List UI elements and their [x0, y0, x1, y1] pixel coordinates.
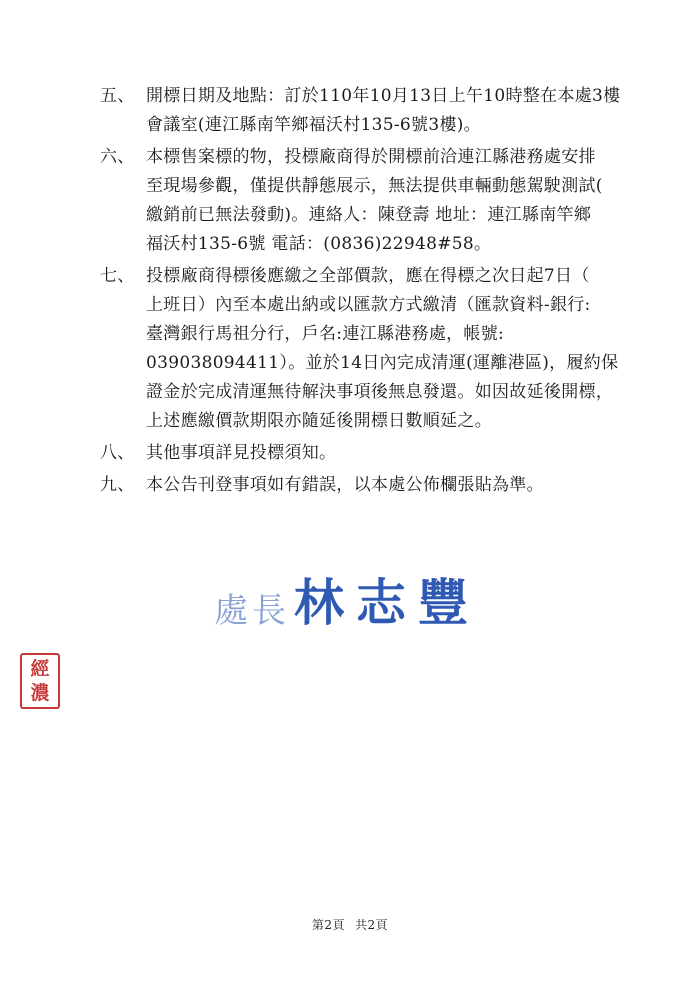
item-text-line: 上班日）內至本處出納或以匯款方式繳清（匯款資料-銀行:: [146, 295, 591, 315]
notice-item: [100, 82, 640, 140]
item-text-line: 其他事項詳見投標須知。: [146, 443, 337, 463]
director-signature-stamp: [214, 568, 480, 632]
signature-title: 處長: [214, 591, 290, 631]
item-number: 六、: [100, 147, 135, 167]
item-text-line: 投標廠商得標後應繳之全部價款，應在得標之次日起7日（: [146, 266, 590, 286]
signature-name: 林志豐: [294, 573, 480, 632]
notice-items: [100, 82, 640, 500]
notice-item: [100, 471, 640, 500]
item-text-line: 繳銷前已無法發動)。連絡人：陳登壽 地址：連江縣南竿鄉: [146, 205, 592, 225]
item-number: 九、: [100, 475, 135, 495]
notice-item: [100, 262, 640, 436]
page-footer: [0, 916, 700, 933]
seal-char-2: 濃: [30, 682, 50, 704]
item-text-line: 039038094411）。並於14日內完成清運(運離港區)，履約保: [146, 353, 619, 373]
seal-char-1: 經: [30, 658, 50, 680]
item-text: [146, 143, 640, 259]
notice-item: [100, 439, 640, 468]
item-text: [146, 262, 640, 436]
item-number: 七、: [100, 266, 135, 286]
item-text: [146, 439, 640, 468]
page-total: 共2頁: [355, 918, 389, 932]
page-number: 第2頁: [311, 918, 345, 932]
red-seal-stamp: [20, 653, 60, 709]
item-text-line: 至現場參觀，僅提供靜態展示，無法提供車輛動態駕駛測試(: [146, 176, 603, 196]
item-text-line: 上述應繳價款期限亦隨延後開標日數順延之。: [146, 411, 492, 431]
item-number: 八、: [100, 443, 135, 463]
item-text: [146, 471, 640, 500]
item-text: [146, 82, 640, 140]
item-text-line: 會議室(連江縣南竿鄉福沃村135-6號3樓)。: [146, 115, 481, 135]
item-text-line: 開標日期及地點：訂於110年10月13日上午10時整在本處3樓: [146, 86, 621, 106]
item-text-line: 本公告刊登事項如有錯誤，以本處公佈欄張貼為準。: [146, 475, 544, 495]
item-text-line: 本標售案標的物，投標廠商得於開標前洽連江縣港務處安排: [146, 147, 596, 167]
item-text-line: 證金於完成清運無待解決事項後無息發還。如因故延後開標，: [146, 382, 614, 402]
item-text-line: 臺灣銀行馬祖分行，戶名:連江縣港務處，帳號:: [146, 324, 505, 344]
item-text-line: 福沃村135-6號 電話：(0836)22948#58。: [146, 234, 492, 254]
item-number: 五、: [100, 86, 135, 106]
notice-item: [100, 143, 640, 259]
